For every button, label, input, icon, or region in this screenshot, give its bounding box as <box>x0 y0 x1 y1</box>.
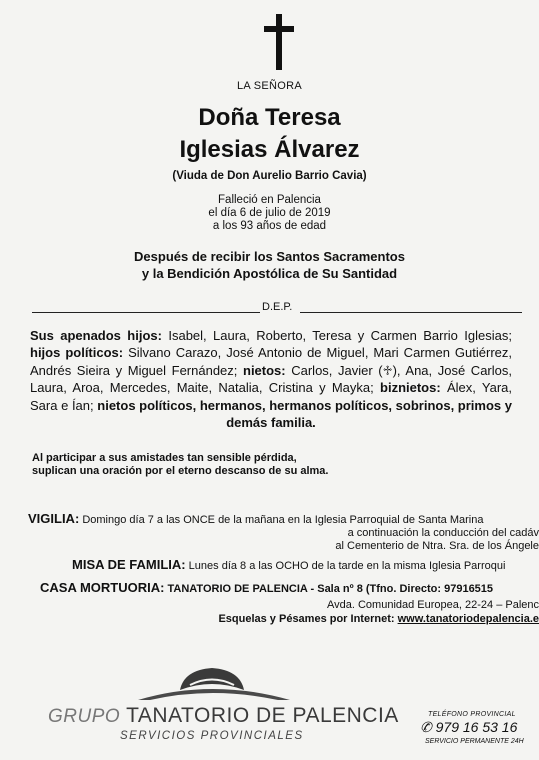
casa-label: CASA MORTUORIA: <box>40 580 165 595</box>
company-name <box>48 704 399 728</box>
misa-row <box>72 557 505 572</box>
vigilia-line-3: al Cementerio de Ntra. Sra. de los Ángele <box>335 540 539 552</box>
hijos-label: Sus apenados hijos: <box>30 328 162 343</box>
phone-number: 979 16 53 16 <box>435 719 518 735</box>
thanks-line-2: suplican una oración por el eterno descanso de su alma. <box>32 465 329 477</box>
web-row <box>218 613 539 625</box>
phone-label: TELÉFONO PROVINCIAL <box>428 711 516 718</box>
thanks-note <box>32 452 328 478</box>
subtitle: LA SEÑORA <box>236 80 303 92</box>
vigilia-row <box>28 511 483 526</box>
vigilia-label: VIGILIA: <box>28 511 80 526</box>
vigilia-text: Domingo día 7 a las ONCE de la mañana en la Iglesia Parroquial de Santa Marina <box>79 514 484 526</box>
widow-of: (Viuda de Don Aurelio Barrio Cavia) <box>172 170 367 182</box>
biznietos-label: biznietos: <box>380 380 441 396</box>
sacraments-line-2: y la Bendición Apostólica de Su Santidad <box>141 266 398 281</box>
family-list <box>30 327 512 431</box>
dep-label: D.E.P. <box>262 301 293 313</box>
biznietos-names: Álex, Yara, Sara e Ían; <box>30 380 512 413</box>
casa-row <box>40 580 493 595</box>
politicos-names: Silvano Carazo, José Antonio de Miguel, Mari Carmen Gutiérrez, Andrés Sieira y Miguel Fernández; <box>30 345 512 378</box>
company-services: SERVICIOS PROVINCIALES <box>120 730 304 742</box>
sacraments <box>0 248 539 282</box>
address: Avda. Comunidad Europea, 22-24 – Palenc <box>327 599 539 611</box>
permanent-service: SERVICIO PERMANENTE 24H <box>425 738 524 745</box>
vigilia-line-2: a continuación la conducción del cadáv <box>347 527 539 539</box>
divider-right <box>300 312 522 313</box>
divider-left <box>32 312 260 313</box>
phone-icon: ✆ <box>420 719 436 735</box>
phone-row <box>420 719 517 736</box>
nietos-names: Carlos, Javier (♱), Ana, José Carlos, Laura, Aroa, Mercedes, Maite, Natalia, Cristina y Mayka; <box>30 362 512 396</box>
family-tail: nietos políticos, hermanos, hermanos políticos, sobrinos, primos y demás familia. <box>97 397 512 431</box>
misa-label: MISA DE FAMILIA: <box>72 557 186 572</box>
misa-text: Lunes día 8 a las OCHO de la tarde en la misma Iglesia Parroqui <box>185 560 506 572</box>
company-main: TANATORIO DE PALENCIA <box>126 704 399 727</box>
death-line-3: a los 93 años de edad <box>212 220 327 232</box>
nietos-label: nietos: <box>243 362 286 378</box>
web-label: Esquelas y Pésames por Internet: <box>218 613 398 625</box>
hijos-names: Isabel, Laura, Roberto, Teresa y Carmen Barrio Iglesias; <box>161 328 512 343</box>
death-info <box>0 194 539 233</box>
company-logo-icon <box>128 660 296 702</box>
death-line-2: el día 6 de julio de 2019 <box>208 207 331 219</box>
deceased-name-line2: Iglesias Álvarez <box>179 136 360 163</box>
casa-text: TANATORIO DE PALENCIA - Sala nº 8 (Tfno. Directo: 97916515 <box>164 583 494 595</box>
sacraments-line-1: Después de recibir los Santos Sacramentos <box>134 249 405 264</box>
deceased-name-line1: Doña Teresa <box>198 104 341 131</box>
death-line-1: Falleció en Palencia <box>218 194 321 206</box>
politicos-label: hijos políticos: <box>30 345 124 361</box>
thanks-line-1: Al participar a sus amistades tan sensible pérdida, <box>32 452 297 464</box>
company-grupo: GRUPO <box>48 706 121 727</box>
web-link[interactable]: www.tanatoriodepalencia.e <box>397 613 539 625</box>
cross-icon <box>259 14 299 70</box>
